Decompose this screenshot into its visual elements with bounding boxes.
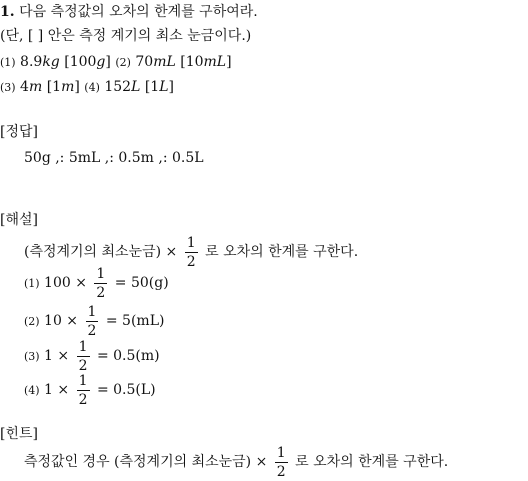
item-unit: kg	[42, 54, 60, 70]
item-mark: (3)	[0, 81, 16, 94]
fraction-numerator: 1	[186, 234, 196, 251]
hint-text	[24, 443, 448, 481]
item-bracket-unit: mL	[203, 54, 227, 70]
explanation-heading: [해설]	[0, 212, 38, 228]
explanation-step	[24, 303, 164, 340]
step-rhs: = 5(mL)	[105, 313, 165, 329]
problem-note: (단, [ ] 안은 측정 계기의 최소 눈금이다.)	[0, 28, 252, 44]
intro-before: (측정계기의 최소눈금) ×	[24, 244, 178, 260]
fraction-denominator: 2	[96, 284, 106, 301]
item-value: 152	[104, 79, 132, 95]
item-mark: (1)	[0, 56, 16, 69]
fraction-denominator: 2	[186, 253, 196, 270]
fraction-one-half	[275, 446, 288, 479]
item-bracket-value: 1	[52, 79, 62, 95]
item-value: 70	[135, 54, 154, 70]
item-mark: (2)	[115, 56, 131, 69]
step-mark: (3)	[24, 350, 40, 363]
step-rhs: = 0.5(m)	[96, 348, 160, 364]
problem-title: 다음 측정값의 오차의 한계를 구하여라.	[19, 4, 258, 20]
step-mark: (1)	[24, 277, 40, 290]
intro-after: 로 오차의 한계를 구한다.	[205, 244, 359, 260]
hint-before: 측정값인 경우 (측정계기의 최소눈금) ×	[24, 454, 268, 470]
hint-after: 로 오차의 한계를 구한다.	[295, 454, 449, 470]
fraction-numerator: 1	[87, 303, 97, 320]
explanation-step	[24, 372, 156, 409]
item-bracket-unit: g	[96, 54, 106, 70]
item-mark: (4)	[84, 81, 100, 94]
step-lhs: 1 ×	[44, 382, 70, 398]
item-bracket-value: 10	[185, 54, 204, 70]
step-rhs: = 50(g)	[114, 275, 169, 291]
fraction-one-half	[94, 267, 107, 300]
fraction-denominator: 2	[78, 357, 88, 374]
fraction-numerator: 1	[96, 265, 106, 282]
problem-title-line	[0, 2, 258, 22]
explanation-step	[24, 338, 160, 375]
step-lhs: 100 ×	[44, 275, 87, 291]
fraction-denominator: 2	[87, 322, 97, 339]
item-bracket-unit: L	[159, 79, 169, 95]
fraction-one-half	[185, 236, 198, 269]
answer-heading: [정답]	[0, 124, 38, 140]
item-unit: mL	[153, 54, 176, 70]
item-bracket-unit: m	[61, 79, 75, 95]
problem-items-row-1: (1) 8.9kg [100g] (2) 70mL [10mL]	[0, 54, 232, 70]
problem-items-row-2: (3) 4m [1m] (4) 152L [1L]	[0, 79, 174, 95]
fraction-one-half	[77, 340, 90, 373]
fraction-numerator: 1	[276, 444, 286, 461]
problem-number: 1.	[0, 4, 15, 20]
fraction-one-half	[77, 374, 90, 407]
fraction-one-half	[86, 305, 99, 338]
answer-text: 50g ,: 5mL ,: 0.5m ,: 0.5L	[24, 150, 204, 166]
item-value: 8.9	[20, 54, 43, 70]
item-unit: m	[28, 79, 43, 95]
item-bracket-value: 100	[69, 54, 97, 70]
step-mark: (2)	[24, 315, 40, 328]
fraction-numerator: 1	[78, 338, 88, 355]
explanation-step	[24, 265, 169, 302]
item-value: 4	[20, 79, 29, 95]
fraction-denominator: 2	[78, 391, 88, 408]
step-lhs: 1 ×	[44, 348, 70, 364]
item-unit: L	[131, 79, 141, 95]
fraction-denominator: 2	[276, 463, 286, 480]
step-rhs: = 0.5(L)	[96, 382, 156, 398]
hint-heading: [힌트]	[0, 426, 38, 442]
item-bracket-value: 1	[150, 79, 160, 95]
step-lhs: 10 ×	[44, 313, 79, 329]
fraction-numerator: 1	[78, 372, 88, 389]
step-mark: (4)	[24, 384, 40, 397]
